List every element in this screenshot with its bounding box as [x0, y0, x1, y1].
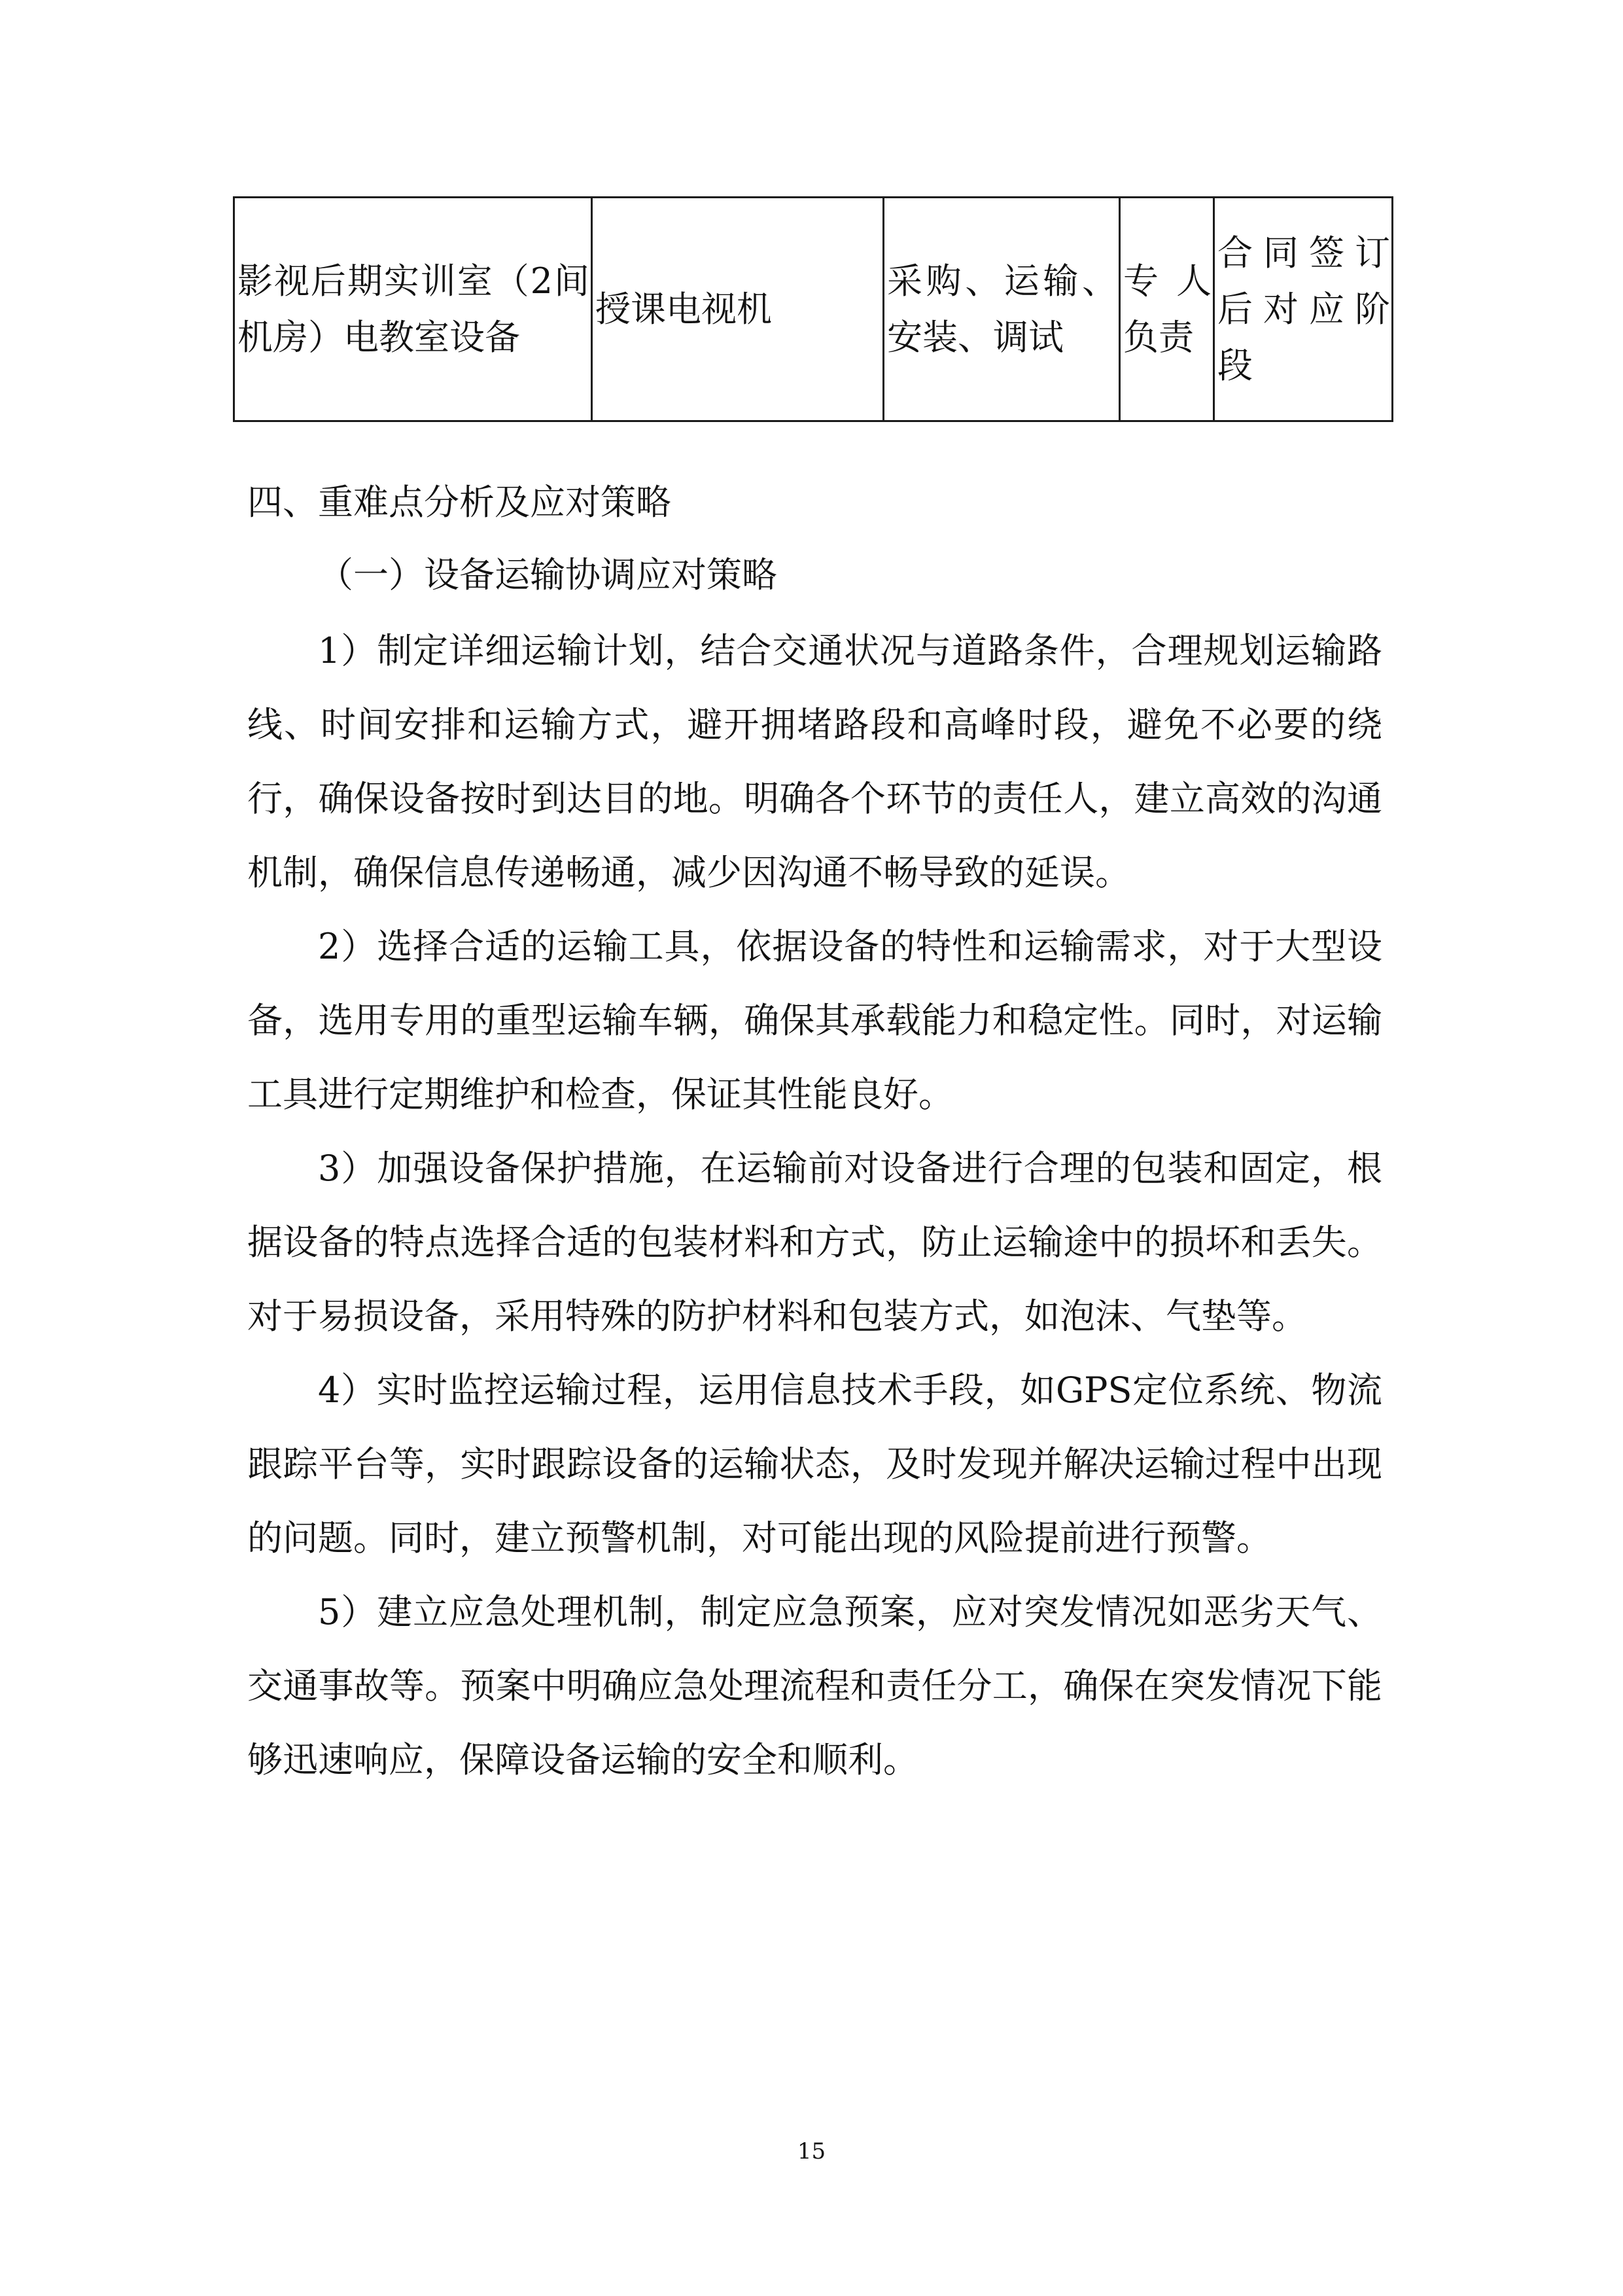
table-cell-owner — [1121, 198, 1215, 420]
timing-text: 合同签订后对应阶段 — [1217, 232, 1390, 386]
paragraph-1: 1）制定详细运输计划，结合交通状况与道路条件，合理规划运输路线、时间安排和运输方式，避开拥堵路段和高峰时段，避免不必要的绕行，确保设备按时到达目的地。明确各个环节的责任人，建立高效的沟通机制，确保信息传递畅通，减少因沟通不畅导致的延误。 — [247, 630, 1382, 893]
item-text: 授课电视机 — [595, 288, 772, 330]
table-cell-timing — [1215, 198, 1391, 420]
owner-text: 专人负责 — [1123, 260, 1212, 358]
paragraph-2: 2）选择合适的运输工具，依据设备的特性和运输需求，对于大型设备，选用专用的重型运输车辆，确保其承载能力和稳定性。同时，对运输工具进行定期维护和检查，保证其性能良好。 — [247, 926, 1382, 1115]
tasks-text: 采购、运输、安装、调试 — [887, 260, 1117, 358]
paragraph-3: 3）加强设备保护措施，在运输前对设备进行合理的包装和固定，根据设备的特点选择合适的包装材料和方式，防止运输途中的损坏和丢失。对于易损设备，采用特殊的防护材料和包装方式，如泡沫、气垫等。 — [247, 1148, 1382, 1337]
section-subheading: （一）设备运输协调应对策略 — [318, 554, 777, 595]
table-cell-item — [593, 198, 884, 420]
body-text — [247, 614, 1382, 1797]
table-cell-location — [235, 198, 593, 420]
section-heading: 四、重难点分析及应对策略 — [247, 482, 671, 523]
location-text: 影视后期实训室（2间机房）电教室设备 — [237, 260, 589, 358]
paragraph-4: 4）实时监控运输过程，运用信息技术手段，如GPS定位系统、物流跟踪平台等，实时跟踪设备的运输状态，及时发现并解决运输过程中出现的问题。同时，建立预警机制，对可能出现的风险提前进行预警。 — [247, 1369, 1382, 1559]
equipment-table — [233, 196, 1393, 422]
paragraph-5: 5）建立应急处理机制，制定应急预案，应对突发情况如恶劣天气、交通事故等。预案中明确应急处理流程和责任分工，确保在突发情况下能够迅速响应，保障设备运输的安全和顺利。 — [247, 1591, 1382, 1780]
page-number: 15 — [797, 2138, 826, 2164]
table-cell-tasks — [884, 198, 1121, 420]
